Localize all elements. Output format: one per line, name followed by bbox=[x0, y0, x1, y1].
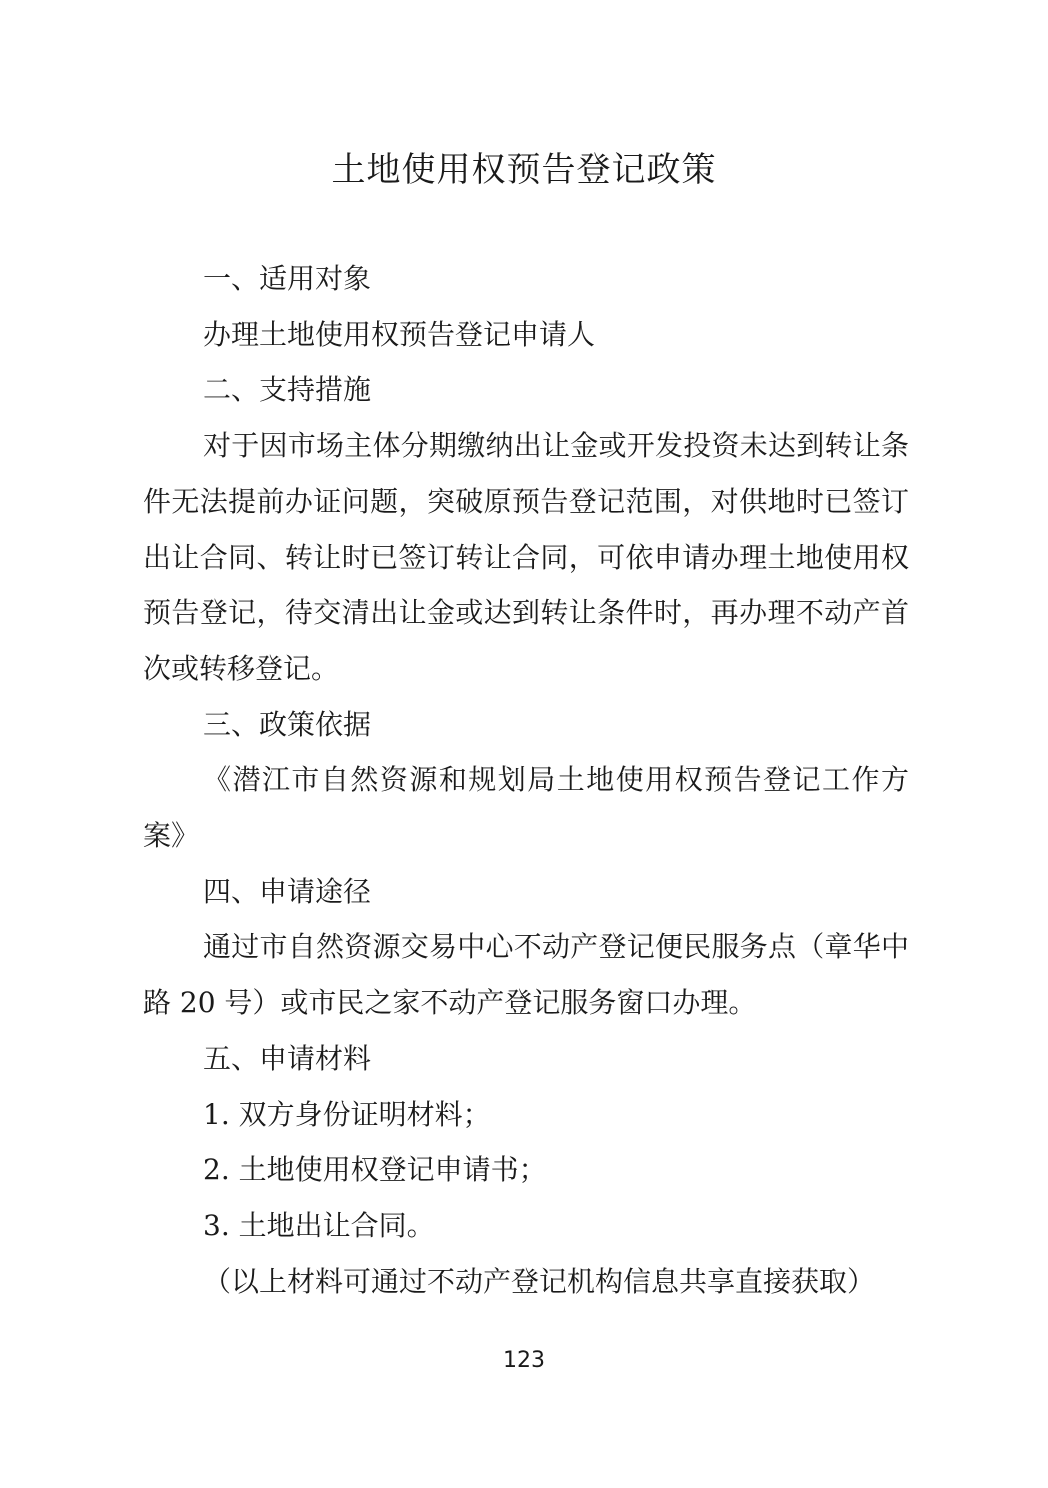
section-text-support-measures: 对于因市场主体分期缴纳出让金或开发投资未达到转让条件无法提前办证问题，突破原预告登记范围，对供地时已签订出让合同、转让时已签订转让合同，可依申请办理土地使用权预告登记，待交清出让金或达到转让条件时，再办理不动产首次或转移登记。 bbox=[143, 429, 909, 685]
section-text-policy-basis: 《潜江市自然资源和规划局土地使用权预告登记工作方案》 bbox=[143, 763, 909, 853]
material-list-item: 3. 土地出让合同。 bbox=[203, 1208, 435, 1242]
material-list-item: 1. 双方身份证明材料； bbox=[203, 1097, 491, 1131]
section-text-applicable-objects: 办理土地使用权预告登记申请人 bbox=[203, 317, 596, 351]
material-list-item: 2. 土地使用权登记申请书； bbox=[203, 1153, 547, 1187]
section-heading-applicable-objects: 一、适用对象 bbox=[203, 262, 372, 295]
section-heading-application-materials: 五、申请材料 bbox=[203, 1041, 372, 1075]
page-number: 123 bbox=[503, 1348, 545, 1373]
document-title: 土地使用权预告登记政策 bbox=[331, 150, 717, 190]
document-body bbox=[143, 251, 909, 1309]
materials-note: （以上材料可通过不动产登记机构信息共享直接获取） bbox=[203, 1264, 876, 1298]
section-heading-policy-basis: 三、政策依据 bbox=[203, 707, 372, 741]
section-text-application-channel: 通过市自然资源交易中心不动产登记便民服务点（章华中路 20 号）或市民之家不动产登记服务窗口办理。 bbox=[143, 930, 909, 1020]
section-heading-application-channel: 四、申请途径 bbox=[203, 874, 372, 908]
section-heading-support-measures: 二、支持措施 bbox=[203, 373, 372, 407]
